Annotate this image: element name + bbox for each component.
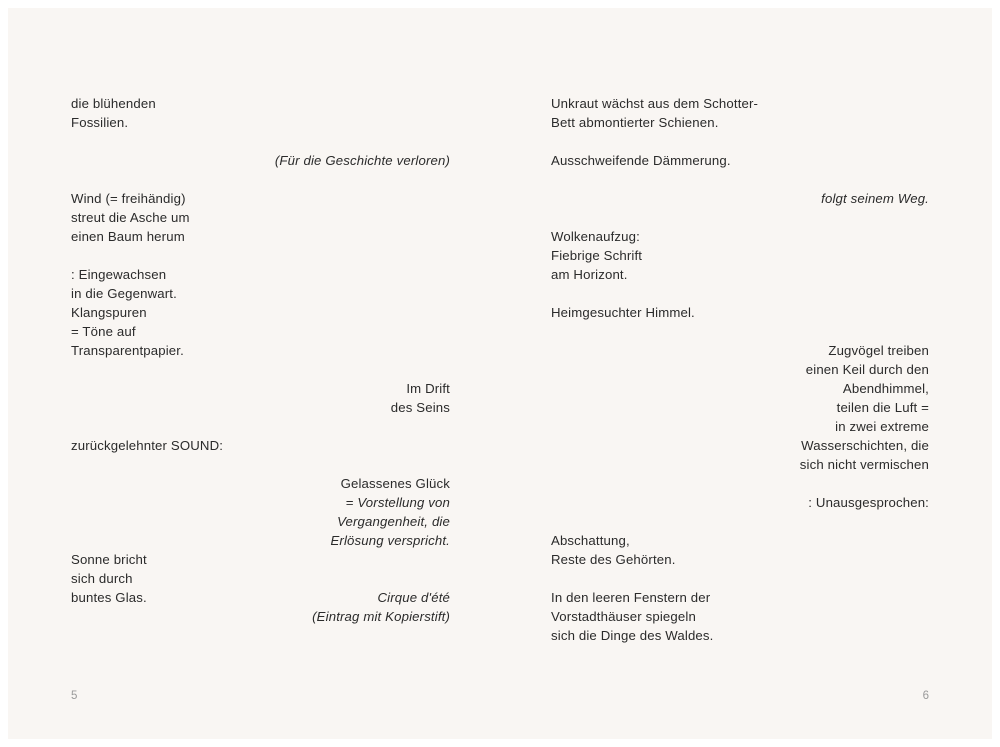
poem-line: teilen die Luft = bbox=[836, 400, 929, 415]
poem-line: Wolkenaufzug: bbox=[551, 229, 640, 244]
poem-line: Abendhimmel, bbox=[842, 381, 929, 396]
poem-line: Fiebrige Schrift bbox=[551, 248, 643, 263]
poem-line: in die Gegenwart. bbox=[71, 286, 177, 301]
poem-line: Unkraut wächst aus dem Schotter- bbox=[551, 96, 759, 111]
poem-line: zurückgelehnter SOUND: bbox=[71, 438, 224, 453]
poem-line-italic: Erlösung verspricht. bbox=[330, 533, 450, 548]
poem-line: Wind (= freihändig) bbox=[71, 191, 186, 206]
poem-line: Bett abmontierter Schienen. bbox=[551, 115, 719, 130]
poem-line-italic: (Für die Geschichte verloren) bbox=[274, 153, 450, 168]
poem-line: sich durch bbox=[71, 571, 133, 586]
poem-line-italic: Vergangenheit, die bbox=[337, 514, 450, 529]
poem-line: Ausschweifende Dämmerung. bbox=[551, 153, 731, 168]
poem-line: Im Drift bbox=[406, 381, 450, 396]
poem-line: Vorstadthäuser spiegeln bbox=[551, 609, 696, 624]
poem-line: buntes Glas. bbox=[71, 590, 147, 605]
poem-line-italic: (Eintrag mit Kopierstift) bbox=[312, 609, 450, 624]
poem-line-italic: Cirque d'été bbox=[377, 590, 450, 605]
poem-line: Wasserschichten, die bbox=[801, 438, 929, 453]
poem-line: Fossilien. bbox=[71, 115, 129, 130]
poem-line: die blühenden bbox=[71, 96, 156, 111]
poem-line: Klangspuren bbox=[71, 305, 147, 320]
poem-line: : Unausgesprochen: bbox=[808, 495, 929, 510]
poem-line: Transparentpapier. bbox=[71, 343, 184, 358]
poem-line-italic: = Vorstellung von bbox=[345, 495, 450, 510]
poem-line: Zugvögel treiben bbox=[828, 343, 929, 358]
book-spread bbox=[8, 8, 992, 739]
poem-line: am Horizont. bbox=[551, 267, 628, 282]
poem-line: einen Baum herum bbox=[71, 229, 185, 244]
poem-line: sich nicht vermischen bbox=[799, 457, 929, 472]
poem-line: Gelassenes Glück bbox=[340, 476, 450, 491]
poem-line: Heimgesuchter Himmel. bbox=[551, 305, 695, 320]
poem-line: einen Keil durch den bbox=[805, 362, 929, 377]
poem-line: Sonne bricht bbox=[71, 552, 147, 567]
poem-line: : Eingewachsen bbox=[71, 267, 167, 282]
poem-line-italic: folgt seinem Weg. bbox=[821, 191, 929, 206]
page-number-right: 6 bbox=[922, 690, 929, 702]
poem-line: streut die Asche um bbox=[71, 210, 190, 225]
poem-line: sich die Dinge des Waldes. bbox=[551, 628, 714, 643]
poem-line: = Töne auf bbox=[71, 324, 136, 339]
page-number-left: 5 bbox=[71, 690, 78, 702]
poem-line: des Seins bbox=[390, 400, 450, 415]
poem-line: Abschattung, bbox=[551, 533, 630, 548]
poem-line: In den leeren Fenstern der bbox=[551, 590, 711, 605]
poem-line: Reste des Gehörten. bbox=[551, 552, 676, 567]
poem-line: in zwei extreme bbox=[835, 419, 929, 434]
